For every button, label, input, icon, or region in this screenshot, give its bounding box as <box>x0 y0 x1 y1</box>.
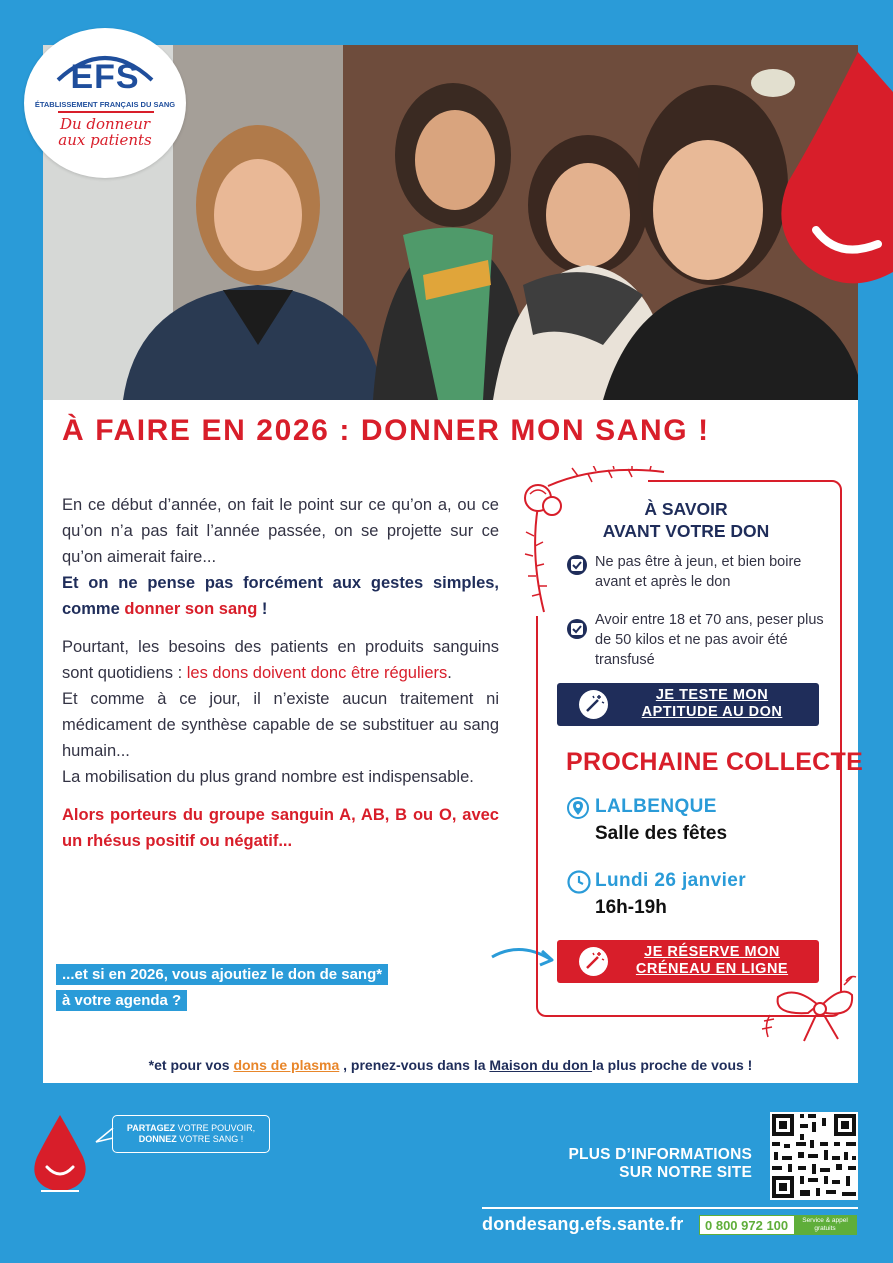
collecte-venue: Salle des fêtes <box>595 823 728 844</box>
phone-tag: Service & appel gratuits <box>794 1216 856 1234</box>
slogan-line1-strong: PARTAGEZ <box>126 1123 176 1133</box>
slogan-line2 <box>113 1134 269 1145</box>
highlight-line-2: à votre agenda ? <box>56 990 187 1011</box>
paragraph-needs-text: Pourtant, les besoins des patients en produits sanguins sont quotidiens : <box>62 638 499 682</box>
website-link[interactable]: dondesang.efs.sante.fr <box>482 1214 684 1234</box>
maison-du-don-link[interactable]: Maison du don <box>489 1057 593 1073</box>
logo-name: ÉTABLISSEMENT FRANÇAIS DU SANG <box>34 100 176 109</box>
phone-badge[interactable] <box>699 1215 857 1235</box>
requirement-item <box>567 552 827 596</box>
plus-info-line2: SUR NOTRE SITE <box>619 1164 752 1181</box>
paragraph-needs <box>62 634 499 686</box>
requirement-item <box>567 610 827 672</box>
checkbox-checked-icon <box>567 619 587 639</box>
paragraph-no-substitute: Et comme à ce jour, il n’existe aucun traitement ni médicament de synthèse capable de se substituer au sang humain... <box>62 690 499 760</box>
phone-number: 0 800 972 100 <box>705 1218 789 1233</box>
qr-code-icon <box>770 1112 858 1200</box>
clock-icon <box>567 870 591 894</box>
test-aptitude-label-line1: JE TESTE MON <box>655 687 769 703</box>
slogan-line2-strong: DONNEZ <box>138 1134 177 1144</box>
efs-logo <box>24 28 186 178</box>
savoir-title-line2: AVANT VOTRE DON <box>602 521 770 541</box>
body-text <box>62 492 499 854</box>
footnote-text-mid: , prenez-vous dans la <box>339 1057 490 1073</box>
slogan-bubble <box>112 1115 270 1153</box>
paragraph-intro: En ce début d’année, on fait le point sur ce qu’on a, ou ce qu’on n’a pas fait l’année passée, on se projette sur ce qu’on aimerait faire... <box>62 496 499 566</box>
donner-son-sang-emphasis: donner son sang <box>124 600 258 618</box>
headline: À FAIRE EN 2026 : DONNER MON SANG ! <box>62 414 710 447</box>
magic-wand-icon <box>579 690 608 719</box>
collecte-place: LALBENQUE <box>595 796 717 817</box>
magic-wand-icon <box>579 947 608 976</box>
plus-info <box>540 1146 752 1182</box>
logo-tagline-line1: Du donneur <box>59 115 151 133</box>
requirement-text: Ne pas être à jeun, et bien boire avant et après le don <box>595 554 802 590</box>
reserve-creneau-label <box>617 944 807 978</box>
paragraph-simple-gestures <box>62 570 499 622</box>
paragraph-mobilisation: La mobilisation du plus grand nombre est indispensable. <box>62 768 474 786</box>
slogan-line1 <box>113 1123 269 1134</box>
paragraph-needs-end: . <box>447 664 452 682</box>
prochaine-collecte-title: PROCHAINE COLLECTE <box>566 748 864 776</box>
footnote <box>43 1057 858 1073</box>
collecte-hours: 16h-19h <box>595 897 667 918</box>
reserve-creneau-label-line1: JE RÉSERVE MON <box>644 944 780 960</box>
qr-code[interactable] <box>770 1112 858 1200</box>
dons-plasma-link[interactable]: dons de plasma <box>233 1057 340 1073</box>
footer-divider <box>482 1207 858 1209</box>
paragraph-simple-gestures-text: Et on ne pense pas forcément aux gestes simples, comme <box>62 574 499 618</box>
requirement-text: Avoir entre 18 et 70 ans, peser plus de 50 kilos et ne pas avoir été transfusé <box>595 612 824 668</box>
collecte-location <box>567 796 807 852</box>
footnote-text: *et pour vos <box>148 1057 234 1073</box>
location-pin-icon <box>567 796 589 820</box>
reserve-creneau-button[interactable] <box>557 940 819 983</box>
paragraph-blood-groups: Alors porteurs du groupe sanguin A, AB, B ou O, avec un rhésus positif ou négatif... <box>62 806 499 850</box>
test-aptitude-label-line2: APTITUDE AU DON <box>641 704 783 720</box>
speech-tail-icon <box>94 1124 114 1144</box>
logo-tagline <box>24 116 186 148</box>
plus-info-line1: PLUS D’INFORMATIONS <box>568 1146 752 1163</box>
slogan-line1-rest: VOTRE POUVOIR, <box>175 1123 256 1133</box>
logo-divider <box>58 111 154 113</box>
reserve-creneau-label-line2: CRÉNEAU EN LIGNE <box>635 961 789 977</box>
savoir-title-line1: À SAVOIR <box>644 499 728 519</box>
checkbox-checked-icon <box>567 555 587 575</box>
logo-acronym: EFS <box>70 58 140 96</box>
collecte-datetime <box>567 870 807 926</box>
highlight-line-1: ...et si en 2026, vous ajoutiez le don de sang* <box>56 964 388 985</box>
blood-drop-small-icon <box>33 1115 87 1193</box>
test-aptitude-label <box>617 687 807 721</box>
slogan-line2-rest: VOTRE SANG ! <box>176 1134 244 1144</box>
blood-drop-icon <box>778 52 893 284</box>
collecte-date: Lundi 26 janvier <box>595 870 747 891</box>
test-aptitude-button[interactable] <box>557 683 819 726</box>
dons-reguliers-emphasis: les dons doivent donc être réguliers <box>186 664 448 682</box>
savoir-title <box>568 498 804 542</box>
logo-tagline-line2: aux patients <box>58 131 152 149</box>
footnote-text-end: la plus proche de vous ! <box>592 1057 753 1073</box>
paragraph-simple-gestures-end: ! <box>257 600 268 618</box>
bow-decoration-icon <box>760 975 858 1045</box>
